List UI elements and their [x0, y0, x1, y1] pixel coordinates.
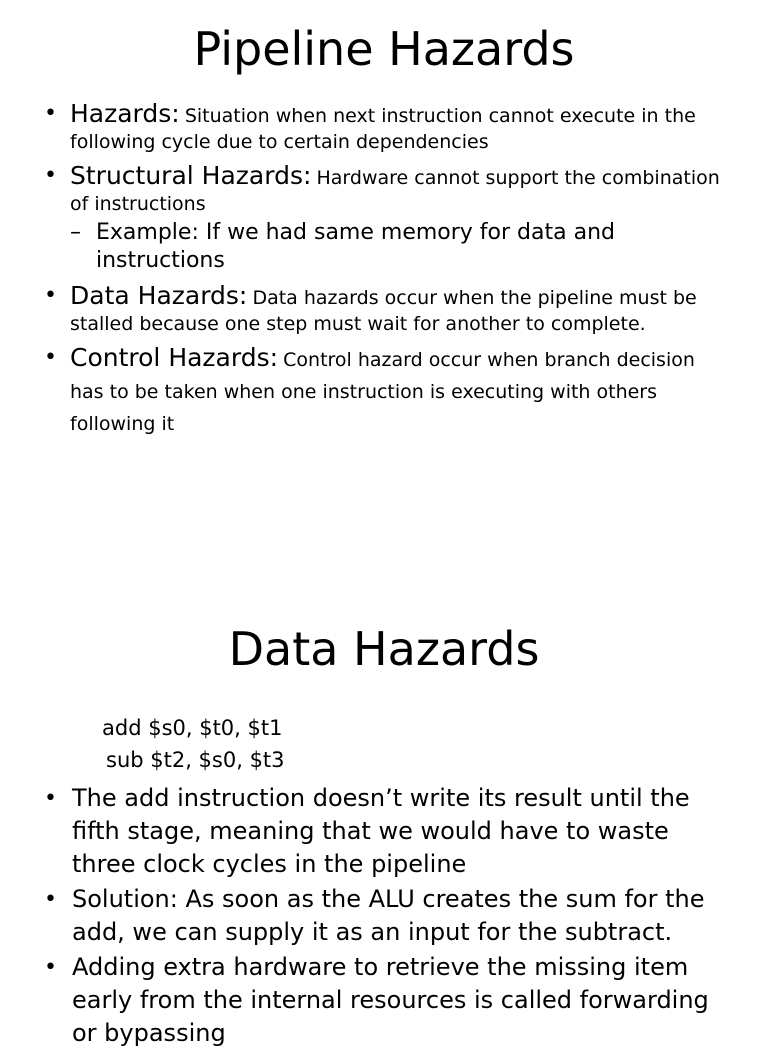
bullet-solution: • Solution: As soon as the ALU creates the sum for the add, we can supply it as an input for the subtract. — [44, 883, 734, 949]
slide-title-data-hazards: Data Hazards — [228, 622, 540, 676]
bullet-term: Data Hazards: — [70, 281, 248, 310]
bullet-structural-hazards — [44, 161, 734, 275]
sub-bullet-example: – Example: If we had same memory for data and instructions — [70, 219, 734, 275]
bullet-description: Data hazards occur when the pipeline must be stalled because one step must wait for another to complete. — [70, 287, 697, 335]
sub-bullet-list — [70, 219, 734, 275]
bullet-description: Hardware cannot support the combination of instructions — [70, 167, 720, 215]
bullet-term: Control Hazards: — [70, 343, 279, 372]
bullet-description: Situation when next instruction cannot execute in the following cycle due to certain dependencies — [70, 105, 696, 153]
code-line-sub: sub $t2, $s0, $t3 — [106, 748, 285, 772]
bullet-description: Control hazard occur when branch decision has to be taken when one instruction is executing with others following it — [70, 349, 695, 435]
bullet-term: Structural Hazards: — [70, 161, 312, 190]
bullet-control-hazards — [44, 343, 734, 440]
data-hazards-bullet-list — [44, 782, 734, 1052]
bullet-hazards — [44, 99, 734, 155]
bullet-forwarding: • Adding extra hardware to retrieve the missing item early from the internal resources is called forwarding or bypassing — [44, 951, 734, 1050]
hazards-bullet-list — [44, 99, 734, 446]
bullet-data-hazards — [44, 281, 734, 337]
slide-title-pipeline-hazards: Pipeline Hazards — [193, 22, 575, 76]
code-line-add: add $s0, $t0, $t1 — [102, 716, 283, 740]
bullet-add-writeback: • The add instruction doesn’t write its result until the fifth stage, meaning that we would have to waste three clock cycles in the pipeline — [44, 782, 734, 881]
bullet-term: Hazards: — [70, 99, 180, 128]
